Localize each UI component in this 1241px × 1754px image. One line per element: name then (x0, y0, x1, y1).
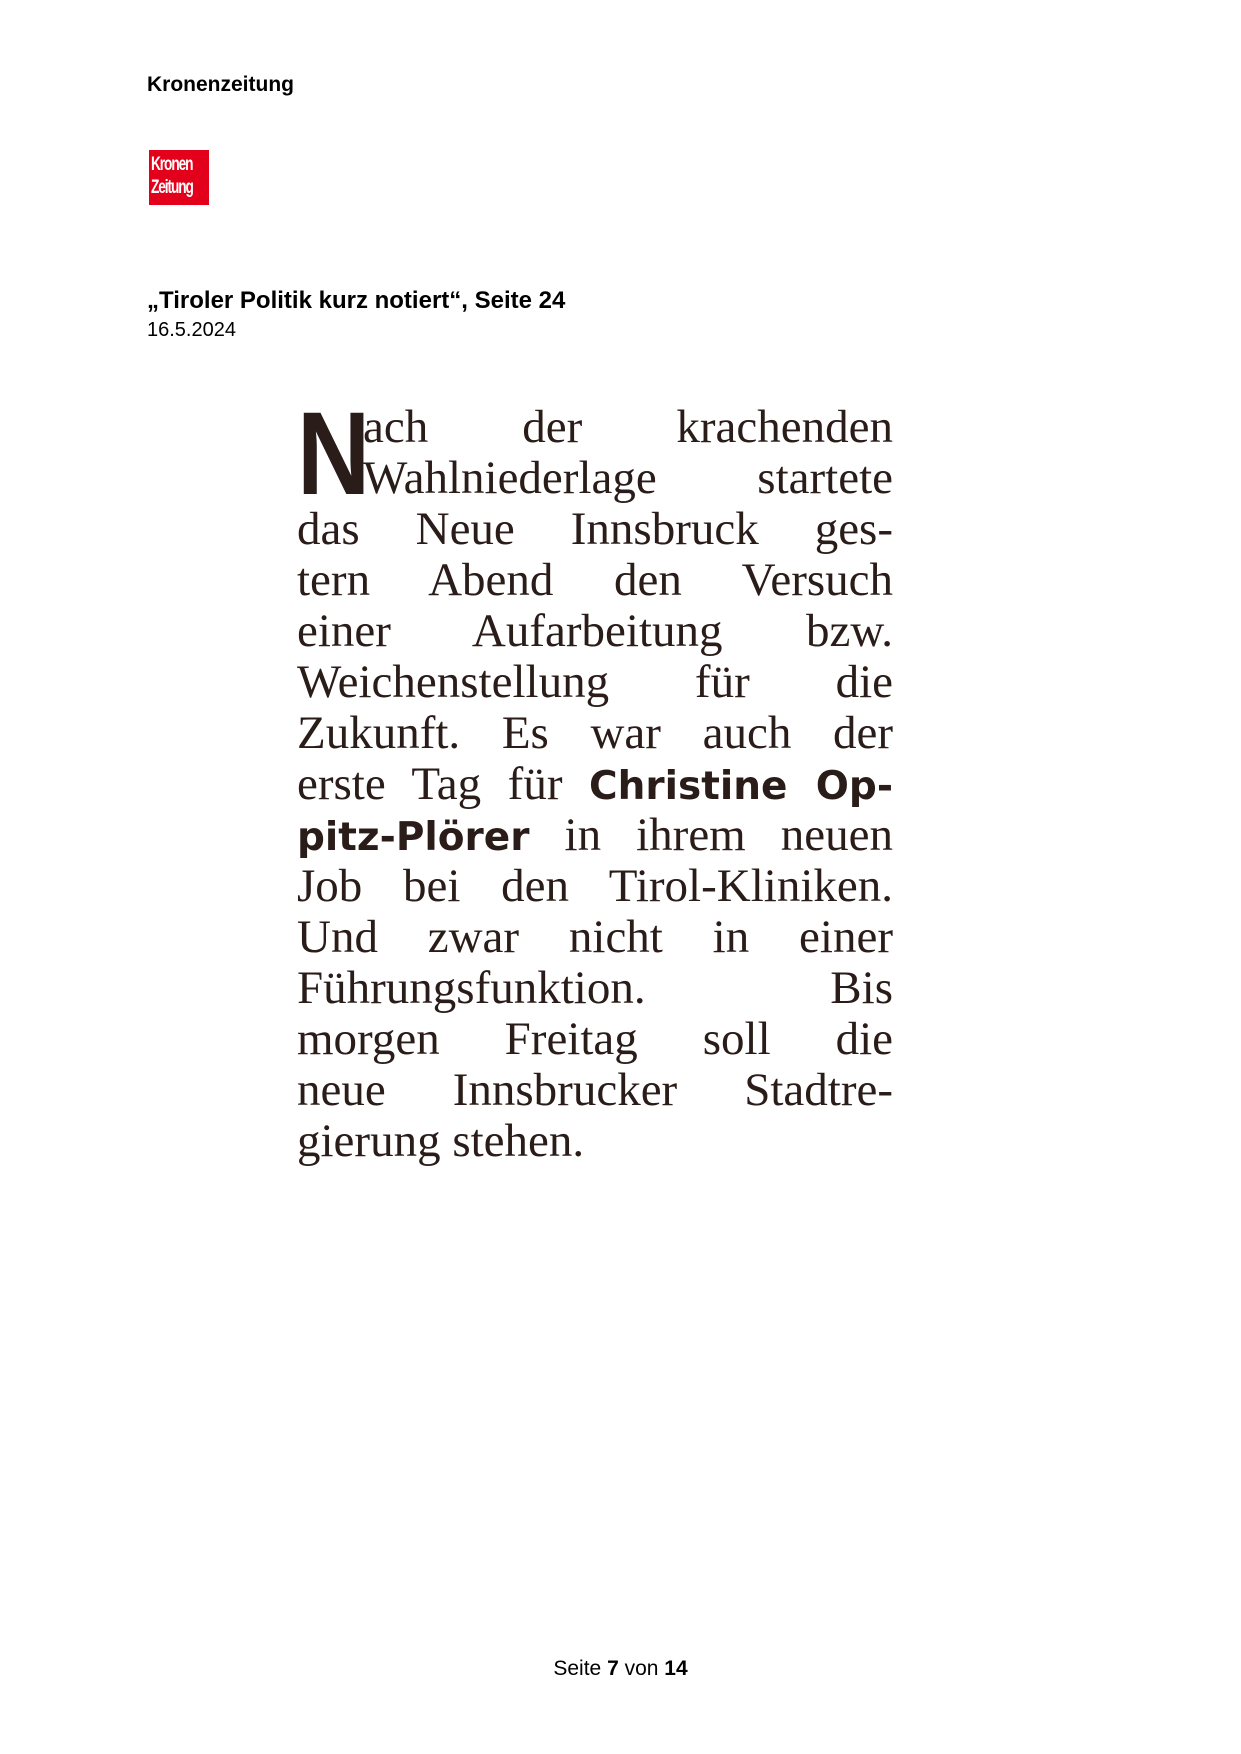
page-footer (0, 1656, 1241, 1682)
article-line: Führungsfunktion. Bis (297, 962, 893, 1014)
article-line: einer Aufarbeitung bzw. (297, 605, 893, 657)
publication-name: Kronenzeitung (147, 73, 294, 96)
article-line: Wahlniederlage startete (363, 452, 893, 504)
article-text: erste Tag für (297, 758, 563, 810)
page-total: 14 (664, 1657, 688, 1680)
article-line: das Neue Innsbruck ges- (297, 503, 893, 555)
page-number: 7 (607, 1657, 619, 1680)
person-name: Christine Op- (589, 764, 894, 809)
logo-text-line-1: Kronen (151, 154, 193, 175)
article-line: Job bei den Tirol-Kliniken. (297, 860, 893, 912)
logo-text-line-2: Zeitung (151, 177, 193, 198)
article-line: ach der krachenden (363, 401, 893, 453)
article-line-with-name (297, 759, 893, 810)
kronen-zeitung-logo (149, 150, 209, 205)
page-prefix: Seite (553, 1657, 602, 1680)
article-text: in ihrem neuen (564, 809, 893, 861)
article-line: Zukunft. Es war auch der (297, 707, 893, 759)
article-line-with-name (297, 810, 893, 861)
article-line: gierung stehen. (297, 1115, 585, 1167)
article-line: Und zwar nicht in einer (297, 911, 893, 963)
article-line: Weichenstellung für die (297, 656, 893, 708)
article-line: neue Innsbrucker Stadtre- (297, 1064, 893, 1116)
person-name: pitz-Plörer (297, 815, 530, 860)
article-title: „Tiroler Politik kurz notiert“, Seite 24 (147, 287, 566, 314)
article-date: 16.5.2024 (147, 319, 236, 341)
article-line: tern Abend den Versuch (297, 554, 893, 606)
drop-cap: N (297, 388, 371, 520)
article-line: morgen Freitag soll die (297, 1013, 893, 1065)
page-separator: von (624, 1657, 659, 1680)
article-body (297, 388, 894, 1167)
